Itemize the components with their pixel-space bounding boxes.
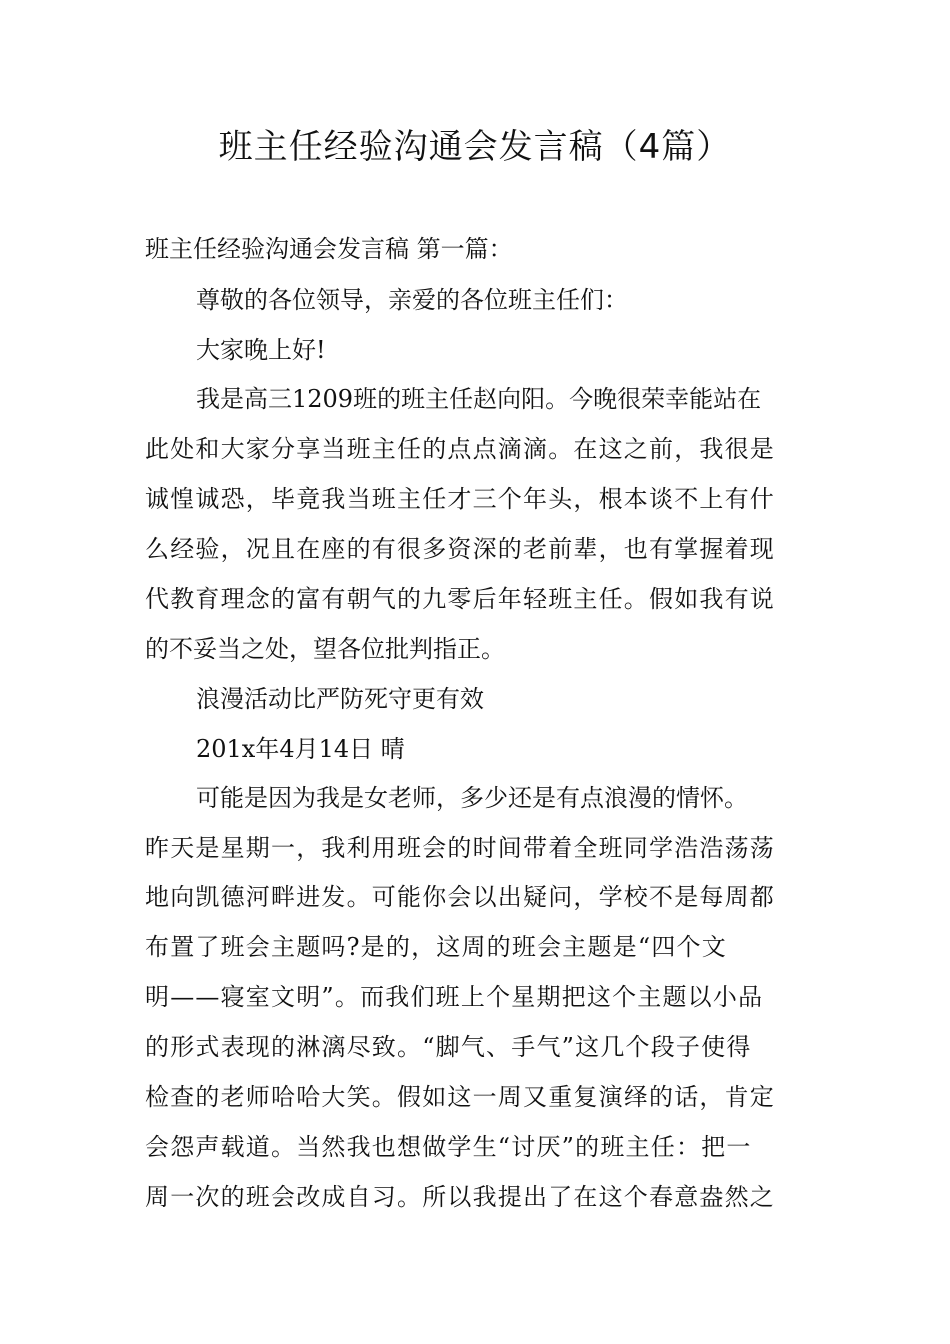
paragraph-line: 地向凯德河畔进发。可能你会以出疑问，学校不是每周都 — [145, 883, 775, 911]
paragraph-line: 的不妥当之处，望各位批判指正。 — [145, 635, 505, 663]
paragraph-line: 可能是因为我是女老师，多少还是有点浪漫的情怀。 — [196, 784, 748, 812]
paragraph-line: 布置了班会主题吗?是的，这周的班会主题是“四个文 — [145, 933, 727, 961]
paragraph-line: 诚惶诚恐，毕竟我当班主任才三个年头，根本谈不上有什 — [145, 485, 775, 513]
paragraph-line: 我是高三1209班的班主任赵向阳。今晚很荣幸能站在 — [196, 385, 762, 413]
paragraph-line: 么经验，况且在座的有很多资深的老前辈，也有掌握着现 — [145, 535, 775, 563]
paragraph-line: 昨天是星期一，我利用班会的时间带着全班同学浩浩荡荡 — [145, 834, 775, 862]
paragraph-line: 的形式表现的淋漓尽致。“脚气、手气”这几个段子使得 — [145, 1033, 752, 1061]
greeting-line: 尊敬的各位领导，亲爱的各位班主任们： — [196, 286, 628, 314]
paragraph-line: 代教育理念的富有朝气的九零后年轻班主任。假如我有说 — [145, 585, 775, 613]
paragraph-line: 会怨声载道。当然我也想做学生“讨厌”的班主任：把一 — [145, 1133, 752, 1161]
paragraph-line: 此处和大家分享当班主任的点点滴滴。在这之前，我很是 — [145, 435, 775, 463]
section-heading: 班主任经验沟通会发言稿 第一篇： — [145, 235, 513, 263]
subheading: 浪漫活动比严防死守更有效 — [196, 685, 484, 713]
paragraph-line: 周一次的班会改成自习。所以我提出了在这个春意盎然之 — [145, 1183, 775, 1211]
paragraph-line: 检查的老师哈哈大笑。假如这一周又重复演绎的话，肯定 — [145, 1083, 775, 1111]
paragraph-line: 明——寝室文明”。而我们班上个星期把这个主题以小品 — [145, 983, 764, 1011]
document-title: 班主任经验沟通会发言稿（4篇） — [218, 127, 732, 167]
salutation-line: 大家晚上好! — [196, 336, 326, 364]
date-line: 201x年4月14日 晴 — [196, 735, 405, 763]
